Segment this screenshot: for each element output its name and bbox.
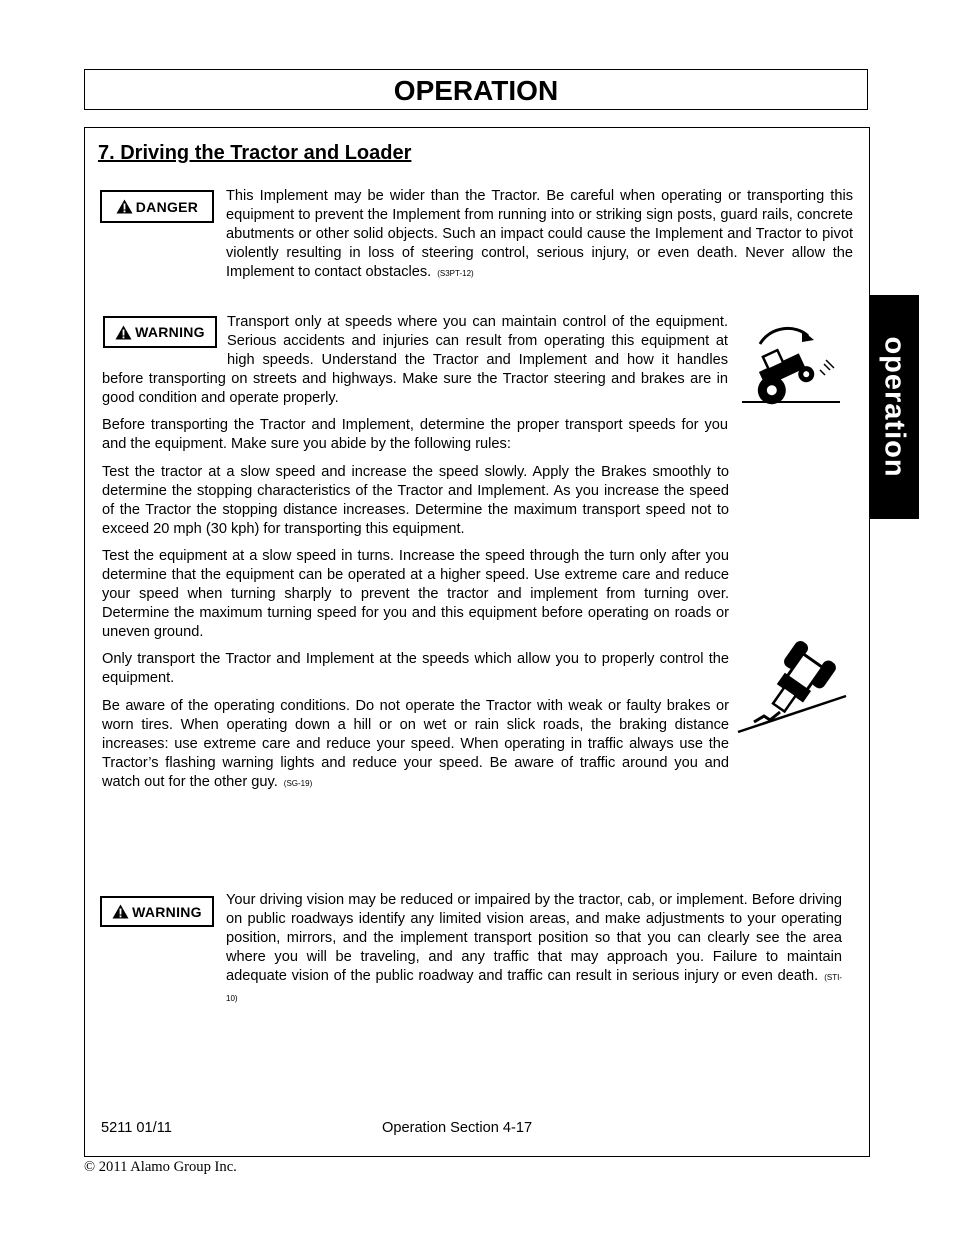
paragraph-test-slow-speed: Test the tractor at a slow speed and increase the speed slowly. Apply the Brakes smoothly to determine the stopping characteristics of the Tractor and Implement. As you increase the speed of the Tractor the stopping distance increases. Determine the maximum transport speed not to exceed 20 mph (30 kph) for transporting this equipment. bbox=[102, 464, 729, 537]
footer-copyright: © 2011 Alamo Group Inc. bbox=[84, 1159, 237, 1175]
warning-label-2: WARNING bbox=[132, 903, 202, 920]
paragraph-test-turns: Test the equipment at a slow speed in turns. Increase the speed through the turn only after you determine that the equipment can be operated at a higher speed. Use extreme care and reduce your speed when turning sharply to prevent the tractor and implement from turning over. Determine the maximum turning speed for you and this equipment before operating on roads or uneven ground. bbox=[102, 548, 729, 640]
paragraph-operating-conditions-body: Be aware of the operating conditions. Do not operate the Tractor with weak or faulty brakes or worn tires. When operating down a hill or on wet or rain slick roads, the braking distance increases: use extreme care and reduce your speed. When operating in traffic always use the Tractor’s flashing warning lights and reduce your speed. Be aware of traffic around you and watch out for the other guy. bbox=[102, 698, 729, 790]
warning-sign-2 bbox=[100, 896, 214, 927]
hazard-triangle-icon bbox=[116, 199, 133, 214]
warning-text-1-body: Transport only at speeds where you can maintain control of the equipment. Serious accidents and injuries can result from operating this equipment at high speeds. Understand the Tractor and Implement and how it handles before transporting on streets and highways. Make sure the Tractor steering and brakes are in good condition and operate properly. bbox=[102, 314, 728, 406]
warning-label-1: WARNING bbox=[135, 324, 205, 340]
danger-text bbox=[226, 187, 853, 284]
danger-label: DANGER bbox=[135, 198, 199, 215]
warning-text-1 bbox=[102, 313, 728, 408]
hazard-triangle-icon bbox=[112, 904, 129, 919]
warning-sign-spacer bbox=[102, 313, 227, 353]
danger-code: (S3PT-12) bbox=[437, 268, 474, 278]
header-box bbox=[84, 69, 868, 110]
paragraph-code: (SG-19) bbox=[283, 778, 313, 788]
tractor-tipping-illustration bbox=[742, 322, 842, 406]
side-tab bbox=[869, 295, 919, 519]
paragraph-transport-speeds: Before transporting the Tractor and Implement, determine the proper transport speeds for you and the equipment. Make sure you abide by the following rules: bbox=[102, 417, 728, 452]
paragraph-transport-control: Only transport the Tractor and Implement at the speeds which allow you to properly control the equipment. bbox=[102, 651, 729, 686]
tractor-on-slope-illustration bbox=[736, 632, 848, 736]
warning-text-2-body: Your driving vision may be reduced or impaired by the tractor, cab, or implement. Before driving on public roadways identify any limited vision areas, and make adjustments to your operating position, mirrors, and the implement transport position so that you can clearly see the area where you will be traveling, and any traffic that may approach you. Failure to maintain adequate vision of the public roadway and traffic can result in serious injury or even death. bbox=[226, 892, 842, 984]
warning-text-2 bbox=[226, 891, 842, 1008]
section-title: 7. Driving the Tractor and Loader bbox=[98, 142, 412, 164]
danger-text-body: This Implement may be wider than the Tractor. Be careful when operating or transporting this equipment to prevent the Implement from running into or striking sign posts, guard rails, concrete abutments or other solid objects. Such an impact could cause the Implement and Tractor to pivot violently resulting in loss of steering control, serious injury, or even death. Never allow the Implement to contact obstacles. bbox=[226, 188, 853, 280]
danger-sign bbox=[100, 190, 214, 223]
footer-doc-number: 5211 01/11 bbox=[101, 1120, 172, 1136]
side-tab-label: operation bbox=[878, 336, 911, 478]
page-header-title: OPERATION bbox=[393, 75, 559, 106]
warning-code-2: (STI-10) bbox=[226, 972, 842, 1003]
paragraph-operating-conditions bbox=[102, 697, 729, 794]
footer-section-page: Operation Section 4-17 bbox=[382, 1120, 533, 1136]
